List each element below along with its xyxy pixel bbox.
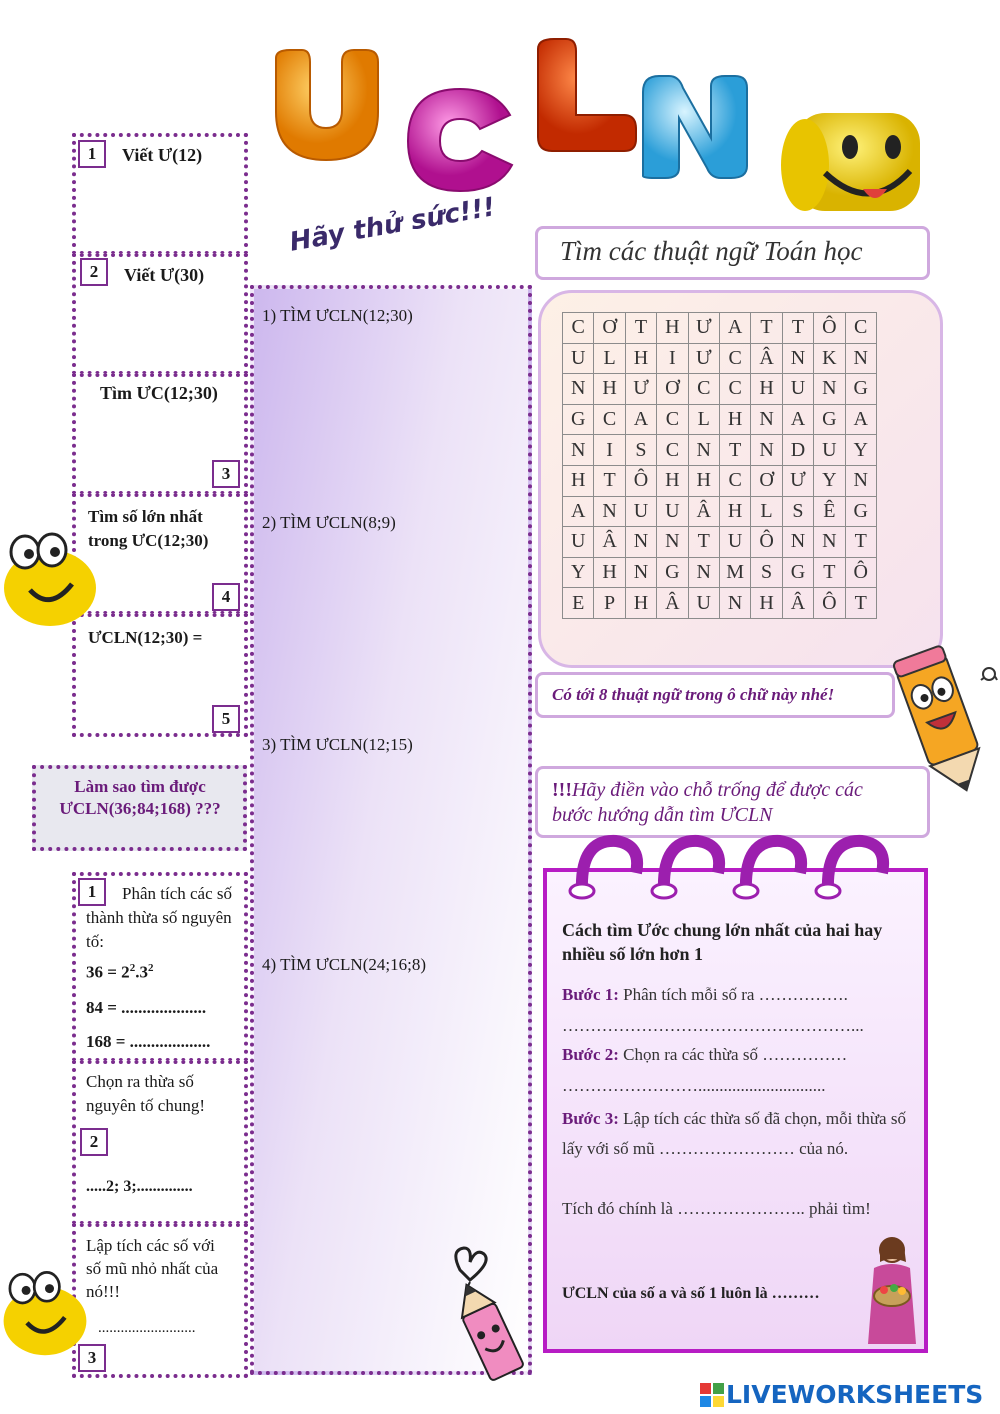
wordsearch-cell[interactable]: C bbox=[594, 404, 625, 435]
wordsearch-cell[interactable]: P bbox=[594, 588, 625, 619]
pencil-heart-icon bbox=[430, 1240, 540, 1395]
wordsearch-cell[interactable]: N bbox=[751, 404, 782, 435]
step2-label: Bước 2: bbox=[562, 1045, 619, 1064]
wordsearch-row bbox=[563, 465, 877, 496]
wordsearch-cell[interactable]: D bbox=[782, 435, 813, 466]
stepA-text: Phân tích các số thành thừa số nguyên tố: bbox=[86, 884, 232, 951]
instruction-prefix: !!! bbox=[552, 779, 572, 801]
wordsearch-cell[interactable]: C bbox=[657, 435, 688, 466]
wordsearch-cell[interactable]: T bbox=[719, 435, 750, 466]
wordsearch-cell[interactable]: T bbox=[594, 465, 625, 496]
step1-label: Bước 1: bbox=[562, 985, 619, 1004]
girl-with-basket-icon bbox=[860, 1232, 926, 1353]
wordsearch-cell[interactable]: C bbox=[719, 374, 750, 405]
wordsearch-cell[interactable]: G bbox=[563, 404, 594, 435]
liveworksheets-logo-icon bbox=[700, 1383, 724, 1407]
wordsearch-cell[interactable]: Ô bbox=[625, 465, 656, 496]
instruction-body: Hãy điền vào chỗ trống để được các bước hướng dẫn tìm ƯCLN bbox=[552, 779, 863, 826]
wordsearch-cell[interactable]: Â bbox=[688, 496, 719, 527]
wordsearch-cell[interactable]: C bbox=[719, 343, 750, 374]
wordsearch-cell[interactable]: Ơ bbox=[657, 374, 688, 405]
stepB-number: 2 bbox=[80, 1128, 108, 1156]
wordsearch-cell[interactable]: L bbox=[594, 343, 625, 374]
wordsearch-cell[interactable]: C bbox=[845, 313, 876, 344]
box3-number: 3 bbox=[212, 460, 240, 488]
wordsearch-row bbox=[563, 588, 877, 619]
stepA-number: 1 bbox=[78, 878, 106, 906]
wordsearch-cell[interactable]: H bbox=[594, 374, 625, 405]
stepB-fill[interactable]: .....2; 3;.............. bbox=[86, 1178, 193, 1195]
wordsearch-cell[interactable]: U bbox=[782, 374, 813, 405]
wordsearch-cell[interactable]: Â bbox=[594, 527, 625, 558]
wordsearch-cell[interactable]: U bbox=[625, 496, 656, 527]
question-3: 3) TÌM ƯCLN(12;15) bbox=[262, 735, 413, 754]
wordsearch-cell[interactable]: Â bbox=[782, 588, 813, 619]
question-2: 2) TÌM ƯCLN(8;9) bbox=[262, 513, 396, 532]
question-text: Làm sao tìm được ƯCLN(36;84;168) ??? bbox=[59, 777, 221, 818]
wordsearch-cell[interactable]: N bbox=[563, 374, 594, 405]
wordsearch-row bbox=[563, 496, 877, 527]
challenge-heading: Hãy thử sức!!! bbox=[287, 192, 498, 258]
stepA-eq3[interactable]: 168 = ................... bbox=[86, 1032, 211, 1051]
wordsearch-row bbox=[563, 435, 877, 466]
wordsearch-row bbox=[563, 404, 877, 435]
wordsearch-cell[interactable]: Y bbox=[845, 435, 876, 466]
wordsearch-cell[interactable]: T bbox=[814, 557, 845, 588]
wordsearch-row bbox=[563, 557, 877, 588]
title-letter-n bbox=[635, 72, 755, 186]
wordsearch-cell[interactable]: Ư bbox=[688, 313, 719, 344]
stepA-eq1-base: 36 = 2 bbox=[86, 962, 130, 982]
wordsearch-cell[interactable]: U bbox=[814, 435, 845, 466]
box1-number: 1 bbox=[78, 140, 106, 168]
wordsearch-cell[interactable]: N bbox=[814, 374, 845, 405]
notebook-title: Cách tìm Ước chung lớn nhất của hai hay nhiều số lớn hơn 1 bbox=[562, 920, 883, 964]
wordsearch-cell[interactable]: A bbox=[625, 404, 656, 435]
wordsearch-row bbox=[563, 374, 877, 405]
final-statement[interactable]: ƯCLN của số a và số 1 luôn là ……… bbox=[562, 1285, 820, 1302]
wordsearch-cell[interactable]: H bbox=[657, 313, 688, 344]
wordsearch-cell[interactable]: T bbox=[751, 313, 782, 344]
wordsearch-cell[interactable]: Y bbox=[563, 557, 594, 588]
wordsearch-cell[interactable]: G bbox=[845, 374, 876, 405]
stepA-eq1-exp2: 2 bbox=[147, 962, 154, 974]
box5-label: ƯCLN(12;30) = bbox=[88, 628, 203, 647]
wordsearch-cell[interactable]: N bbox=[688, 557, 719, 588]
wordsearch-cell[interactable]: N bbox=[688, 435, 719, 466]
title-letter-l bbox=[528, 35, 643, 159]
wordsearch-row bbox=[563, 343, 877, 374]
wordsearch-cell[interactable]: K bbox=[814, 343, 845, 374]
wordsearch-cell[interactable]: H bbox=[751, 588, 782, 619]
wordsearch-cell[interactable]: H bbox=[751, 374, 782, 405]
box2-number: 2 bbox=[80, 258, 108, 286]
wordsearch-cell[interactable]: A bbox=[845, 404, 876, 435]
wordsearch-cell[interactable]: Â bbox=[657, 588, 688, 619]
question-1: 1) TÌM ƯCLN(12;30) bbox=[262, 306, 413, 325]
wordsearch-cell[interactable]: Ô bbox=[814, 313, 845, 344]
wordsearch-cell[interactable]: C bbox=[688, 374, 719, 405]
wordsearch-cell[interactable]: Ư bbox=[782, 465, 813, 496]
box1-label: Viết Ư(12) bbox=[122, 145, 203, 165]
wordsearch-cell[interactable]: N bbox=[814, 527, 845, 558]
wordsearch-cell[interactable]: S bbox=[751, 557, 782, 588]
stepC-fill[interactable]: .......................... bbox=[98, 1320, 196, 1336]
wordsearch-cell[interactable]: N bbox=[751, 435, 782, 466]
wordsearch-cell[interactable]: Y bbox=[814, 465, 845, 496]
wordsearch-cell[interactable]: H bbox=[657, 465, 688, 496]
watermark bbox=[700, 1380, 983, 1409]
title-letter-u bbox=[268, 48, 386, 167]
question-4: 4) TÌM ƯCLN(24;16;8) bbox=[262, 955, 426, 974]
wordsearch-cell[interactable]: A bbox=[563, 496, 594, 527]
wordsearch-cell[interactable]: A bbox=[719, 313, 750, 344]
step1-text[interactable]: Phân tích mỗi số ra ……………. bbox=[623, 985, 848, 1004]
wordsearch-cell[interactable]: N bbox=[594, 496, 625, 527]
instruction-text bbox=[552, 778, 882, 828]
wordsearch-cell[interactable]: S bbox=[782, 496, 813, 527]
wordsearch-cell[interactable]: T bbox=[845, 527, 876, 558]
wordsearch-cell[interactable]: H bbox=[594, 557, 625, 588]
wordsearch-cell[interactable]: C bbox=[719, 465, 750, 496]
wordsearch-cell[interactable]: N bbox=[625, 527, 656, 558]
step3-text[interactable]: Lập tích các thừa số đã chọn, mỗi thừa số lấy với số mũ …………………… của nó. bbox=[562, 1109, 906, 1158]
wordsearch-cell[interactable]: H bbox=[625, 343, 656, 374]
watermark-text: LIVEWORKSHEETS bbox=[726, 1380, 984, 1409]
wordsearch-cell[interactable]: I bbox=[594, 435, 625, 466]
wordsearch-cell[interactable]: U bbox=[563, 527, 594, 558]
stepA-eq1-exp1: 2 bbox=[129, 962, 136, 974]
hint-text: Có tới 8 thuật ngữ trong ô chữ này nhé! bbox=[552, 685, 835, 704]
wordsearch-cell[interactable]: N bbox=[657, 527, 688, 558]
wordsearch-cell[interactable]: C bbox=[563, 313, 594, 344]
wordsearch-cell[interactable]: H bbox=[688, 465, 719, 496]
wordsearch-cell[interactable]: U bbox=[657, 496, 688, 527]
wordsearch-row bbox=[563, 313, 877, 344]
stepC-number: 3 bbox=[78, 1344, 106, 1372]
smiley-character-2-icon bbox=[0, 1262, 90, 1367]
wordsearch-cell[interactable]: N bbox=[845, 465, 876, 496]
wordsearch-cell[interactable]: M bbox=[719, 557, 750, 588]
wordsearch-cell[interactable]: U bbox=[563, 343, 594, 374]
wordsearch-cell[interactable]: Ơ bbox=[594, 313, 625, 344]
wordsearch-cell[interactable]: N bbox=[782, 527, 813, 558]
step2-text[interactable]: Chọn ra các thừa số …………… bbox=[623, 1045, 848, 1064]
box4-number: 4 bbox=[212, 583, 240, 611]
wordsearch-cell[interactable]: T bbox=[688, 527, 719, 558]
wordsearch-cell[interactable]: A bbox=[782, 404, 813, 435]
stepA-eq1 bbox=[86, 962, 153, 983]
wordsearch-cell[interactable]: Ư bbox=[625, 374, 656, 405]
box2-label: Viết Ư(30) bbox=[124, 265, 205, 285]
box5-number: 5 bbox=[212, 705, 240, 733]
wordsearch-title: Tìm các thuật ngữ Toán học bbox=[560, 236, 863, 266]
smiley-character-icon bbox=[0, 528, 100, 633]
wordsearch-cell[interactable]: N bbox=[563, 435, 594, 466]
smiley-face-icon bbox=[775, 105, 925, 220]
wordsearch-cell[interactable]: U bbox=[688, 588, 719, 619]
wordsearch-cell[interactable]: Ê bbox=[814, 496, 845, 527]
wordsearch-cell[interactable]: S bbox=[625, 435, 656, 466]
wordsearch-row bbox=[563, 527, 877, 558]
wordsearch-cell[interactable]: H bbox=[563, 465, 594, 496]
step3-result[interactable]: Tích đó chính là ………………….. phải tìm! bbox=[562, 1199, 871, 1218]
step1-line bbox=[562, 985, 907, 1005]
wordsearch-cell[interactable]: I bbox=[657, 343, 688, 374]
wordsearch-cell[interactable]: N bbox=[625, 557, 656, 588]
wordsearch-cell[interactable]: T bbox=[845, 588, 876, 619]
wordsearch-grid bbox=[562, 312, 877, 619]
wordsearch-cell[interactable]: T bbox=[625, 313, 656, 344]
wordsearch-cell[interactable]: G bbox=[814, 404, 845, 435]
step1-fill[interactable]: ……………………………………………... bbox=[562, 1016, 864, 1035]
step3-label: Bước 3: bbox=[562, 1109, 619, 1128]
stepA-eq1-mid: .3 bbox=[135, 962, 148, 982]
wordsearch-cell[interactable]: Ư bbox=[688, 343, 719, 374]
title-letter-c bbox=[400, 85, 520, 199]
wordsearch-cell[interactable]: Ô bbox=[845, 557, 876, 588]
wordsearch-cell[interactable]: H bbox=[625, 588, 656, 619]
step3-line bbox=[562, 1104, 912, 1164]
stepB-text: Chọn ra thừa số nguyên tố chung! bbox=[86, 1072, 205, 1115]
wordsearch-cell[interactable]: Ơ bbox=[751, 465, 782, 496]
wordsearch-cell[interactable]: N bbox=[782, 343, 813, 374]
wordsearch-cell[interactable]: Ô bbox=[751, 527, 782, 558]
wordsearch-cell[interactable]: C bbox=[657, 404, 688, 435]
step2-line bbox=[562, 1045, 907, 1065]
wordsearch-cell[interactable]: G bbox=[782, 557, 813, 588]
wordsearch-cell[interactable]: G bbox=[657, 557, 688, 588]
step2-fill[interactable]: …………………….............................. bbox=[562, 1076, 826, 1095]
wordsearch-cell[interactable]: E bbox=[563, 588, 594, 619]
wordsearch-cell[interactable]: U bbox=[719, 527, 750, 558]
wordsearch-cell[interactable]: Ô bbox=[814, 588, 845, 619]
wordsearch-cell[interactable]: N bbox=[719, 588, 750, 619]
box4-label: Tìm số lớn nhất trong ƯC(12;30) bbox=[88, 507, 209, 550]
wordsearch-cell[interactable]: G bbox=[845, 496, 876, 527]
wordsearch-cell[interactable]: Â bbox=[751, 343, 782, 374]
wordsearch-cell[interactable]: T bbox=[782, 313, 813, 344]
wordsearch-cell[interactable]: N bbox=[845, 343, 876, 374]
wordsearch-cell[interactable]: L bbox=[688, 404, 719, 435]
stepC-text: Lập tích các số với số mũ nhỏ nhất của nó!!! bbox=[86, 1236, 219, 1301]
notebook-rings-icon bbox=[560, 833, 900, 908]
stepA-eq2[interactable]: 84 = .................... bbox=[86, 998, 207, 1017]
box3-label: Tìm ƯC(12;30) bbox=[100, 383, 218, 403]
wordsearch-cell[interactable]: H bbox=[719, 404, 750, 435]
wordsearch-cell[interactable]: L bbox=[751, 496, 782, 527]
exercise-panel bbox=[250, 285, 532, 1375]
wordsearch-cell[interactable]: H bbox=[719, 496, 750, 527]
